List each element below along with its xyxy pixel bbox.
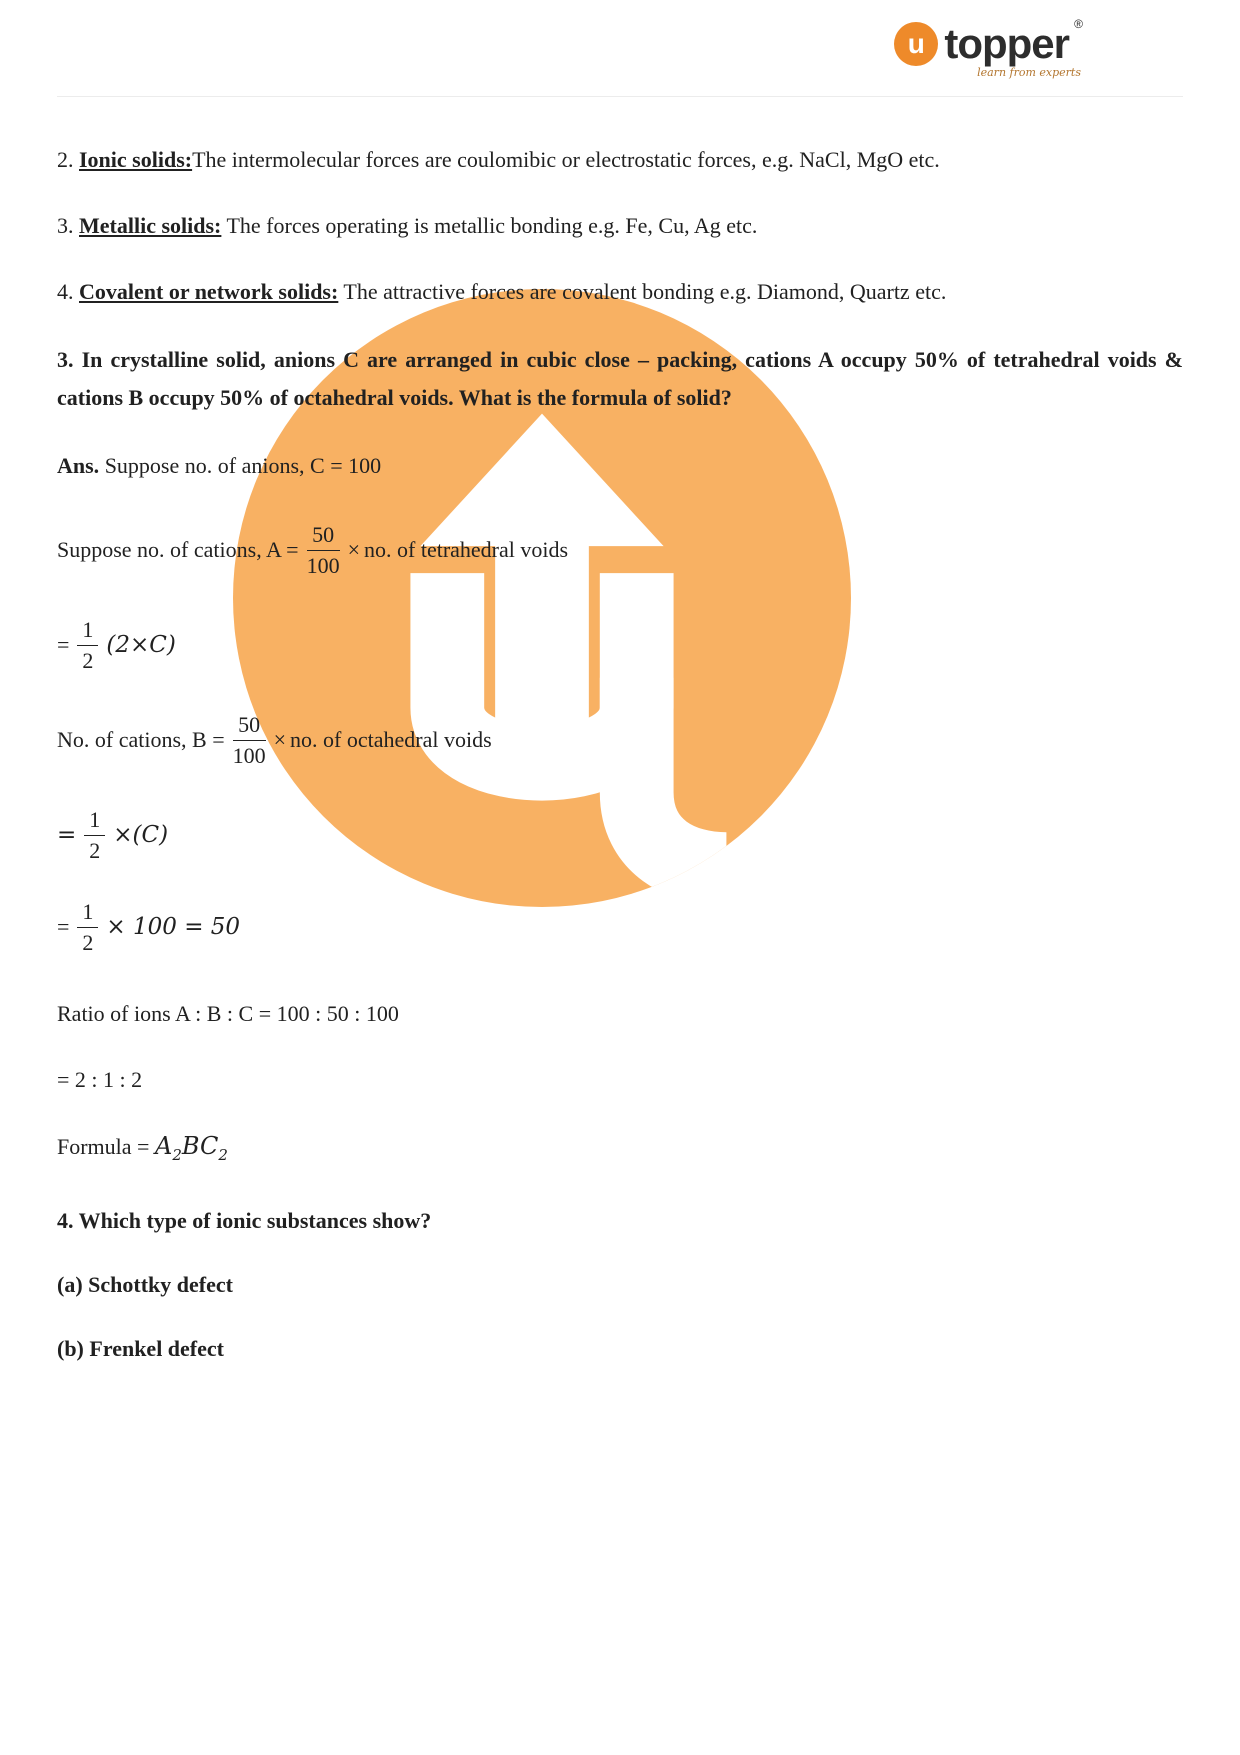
multiply-sign: × bbox=[347, 537, 360, 562]
multiply-sign: × bbox=[273, 727, 287, 752]
question-4-option-b: (b) Frenkel defect bbox=[57, 1335, 224, 1361]
registered-mark: ® bbox=[1074, 17, 1083, 31]
answer-line bbox=[57, 449, 1183, 483]
equation-tail: no. of octahedral voids bbox=[290, 727, 492, 752]
equation-tail: ×(C) bbox=[113, 822, 169, 848]
formula-base: A bbox=[154, 1132, 173, 1160]
fraction-denominator: 2 bbox=[82, 647, 94, 673]
paragraph-ionic-solids bbox=[57, 143, 1183, 177]
fraction-denominator: 2 bbox=[89, 837, 101, 863]
term-definition: The forces operating is metallic bonding e.g. Fe, Cu, Ag etc. bbox=[221, 213, 758, 238]
fraction bbox=[84, 807, 105, 864]
document-content bbox=[0, 97, 1240, 1366]
term-covalent-solids: Covalent or network solids: bbox=[79, 279, 339, 304]
equation-tail: (2×C) bbox=[106, 632, 176, 658]
topper-logo-letter: u bbox=[907, 28, 925, 59]
fraction-denominator: 100 bbox=[232, 742, 266, 768]
answer-text: Suppose no. of anions, C = 100 bbox=[99, 453, 382, 478]
fraction-denominator: 2 bbox=[82, 929, 94, 955]
fraction bbox=[233, 712, 266, 769]
brand-tagline: learn from experts bbox=[977, 66, 1081, 79]
fraction-numerator: 1 bbox=[84, 807, 105, 836]
question-4-option-a: (a) Schottky defect bbox=[57, 1271, 233, 1297]
cation-b-equation bbox=[57, 705, 1183, 775]
equation-lead: No. of cations, B = bbox=[57, 727, 225, 752]
ratio-result: = 2 : 1 : 2 bbox=[57, 1067, 143, 1092]
formula-label: Formula = bbox=[57, 1134, 155, 1159]
equation-half-c bbox=[57, 803, 1183, 867]
brand-wrap bbox=[944, 17, 1083, 79]
fraction-numerator: 1 bbox=[77, 899, 98, 928]
item-number: 2. bbox=[57, 147, 79, 172]
formula-subscript: 2 bbox=[218, 1145, 228, 1164]
answer-label: Ans. bbox=[57, 453, 100, 478]
paragraph-metallic-solids bbox=[57, 209, 1183, 243]
paragraph-covalent-solids bbox=[57, 275, 1183, 309]
term-definition: The attractive forces are covalent bonding e.g. Diamond, Quartz etc. bbox=[338, 279, 947, 304]
topper-logo bbox=[894, 17, 1083, 79]
question-4-title: 4. Which type of ionic substances show? bbox=[57, 1207, 432, 1233]
formula-subscript: 2 bbox=[172, 1145, 182, 1164]
equation-lead: Suppose no. of cations, A = bbox=[57, 537, 299, 562]
term-metallic-solids: Metallic solids: bbox=[79, 213, 222, 238]
equals-sign: = bbox=[57, 632, 70, 657]
topper-logo-icon bbox=[894, 22, 938, 66]
term-definition: The intermolecular forces are coulomibic or electrostatic forces, e.g. NaCl, MgO etc. bbox=[192, 147, 940, 172]
equation-half-100 bbox=[57, 895, 1183, 959]
question-3-text: 3. In crystalline solid, anions C are arranged in cubic close – packing, cations A occupy 50% of tetrahedral voids & cations B occupy 50% of octahedral voids. What is the formula of solid? bbox=[57, 347, 1183, 410]
formula-base: BC bbox=[181, 1132, 219, 1160]
fraction-numerator: 1 bbox=[77, 617, 98, 646]
item-number: 4. bbox=[57, 279, 79, 304]
equation-tail: no. of tetrahedral voids bbox=[364, 537, 569, 562]
fraction bbox=[77, 899, 98, 956]
fraction-numerator: 50 bbox=[307, 522, 340, 551]
chemical-formula bbox=[154, 1132, 228, 1164]
fraction-numerator: 50 bbox=[233, 712, 266, 741]
brand-text: topper bbox=[944, 20, 1069, 67]
fraction-denominator: 100 bbox=[306, 552, 340, 578]
page-header bbox=[57, 0, 1183, 97]
formula-line bbox=[57, 1129, 1183, 1172]
item-number: 3. bbox=[57, 213, 79, 238]
equals-sign: = bbox=[57, 914, 70, 939]
equals-sign: = bbox=[57, 822, 77, 848]
equation-half-2c bbox=[57, 613, 1183, 677]
equation-tail: × 100 = 50 bbox=[106, 914, 241, 940]
fraction bbox=[77, 617, 98, 674]
fraction bbox=[307, 522, 340, 579]
ratio-line: Ratio of ions A : B : C = 100 : 50 : 100 bbox=[57, 1001, 399, 1026]
term-ionic-solids: Ionic solids: bbox=[79, 147, 193, 172]
cation-a-equation bbox=[57, 515, 1183, 585]
